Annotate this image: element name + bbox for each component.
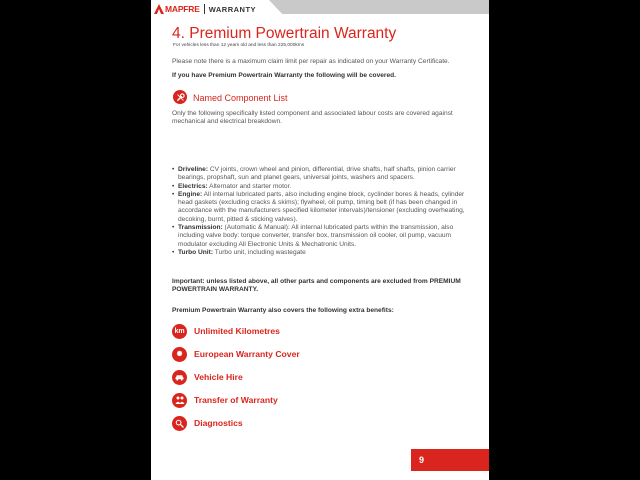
document-page [151,0,489,480]
named-list-heading: Named Component List [193,93,288,103]
benefit-european-cover [172,346,300,362]
km-icon: km [172,324,187,339]
benefit-label: Unlimited Kilometres [194,326,280,336]
euro-stars-icon: ✺ [172,347,187,362]
header-section-label: WARRANTY [208,4,257,14]
benefit-label: Transfer of Warranty [194,395,278,405]
list-item: • Driveline: CV joints, crown wheel and pinion, differential, drive shafts, half shafts, pinion carrier bearings, propshaft, sun and planet gears, universal joints, washers and spacers. [172,166,468,183]
list-item: • Electrics: Alternator and starter motor. [172,183,468,191]
mapfre-logo-icon [154,4,164,14]
page-title: 4. Premium Powertrain Warranty [172,25,397,42]
page-subtitle: For vehicles less than 12 years old and less than 225,000kms [173,43,305,48]
benefit-unlimited-km [172,323,280,339]
benefit-vehicle-hire [172,369,243,385]
page-header [151,0,489,16]
brand-name: MAPFRE [165,4,200,14]
benefit-label: Vehicle Hire [194,372,243,382]
people-icon [172,393,187,408]
benefit-diagnostics [172,415,243,431]
wrench-icon [173,90,187,104]
benefit-label: European Warranty Cover [194,349,300,359]
benefit-transfer [172,392,278,408]
brand-logo [154,4,256,14]
benefit-label: Diagnostics [194,418,243,428]
logo-divider [204,4,205,14]
named-list-description: Only the following specifically listed component and associated labour costs are covered against mechanical and electrical breakdown. [172,110,453,126]
header-grey-band [269,0,489,14]
list-item: • Turbo Unit: Turbo unit, including wastegate [172,249,468,257]
extra-benefits-intro: Premium Powertrain Warranty also covers the following extra benefits: [172,307,394,314]
page-number: 9 [411,449,489,471]
car-icon [172,370,187,385]
covered-intro: If you have Premium Powertrain Warranty the following will be covered. [172,72,396,79]
important-note: Important: unless listed above, all other parts and components are excluded from PREMIUM POWERTRAIN WARRANTY. [172,278,461,294]
diagnostics-icon [172,416,187,431]
claim-note: Please note there is a maximum claim limit per repair as indicated on your Warranty Certificate. [172,58,450,65]
component-list [172,166,468,257]
list-item: • Transmission: (Automatic & Manual): All internal lubricated parts within the transmission, also including valve body: torque converter, transfer box, transmission oil cooler, oil pump, vacuum modulator excluding All Electronic Units & Mechatronic Units. [172,224,468,249]
list-item: • Engine: All internal lubricated parts, also including engine block, cyclinder bores & heads, cylinder head gaskets (excluding cracks & skims); flywheel, oil pump, timing belt (if has been changed in accordance with the manufacturers specified kilometer intervals)/tensioner (excluding overheating, decoking, burnt, pitted & sticking valves). [172,191,468,224]
